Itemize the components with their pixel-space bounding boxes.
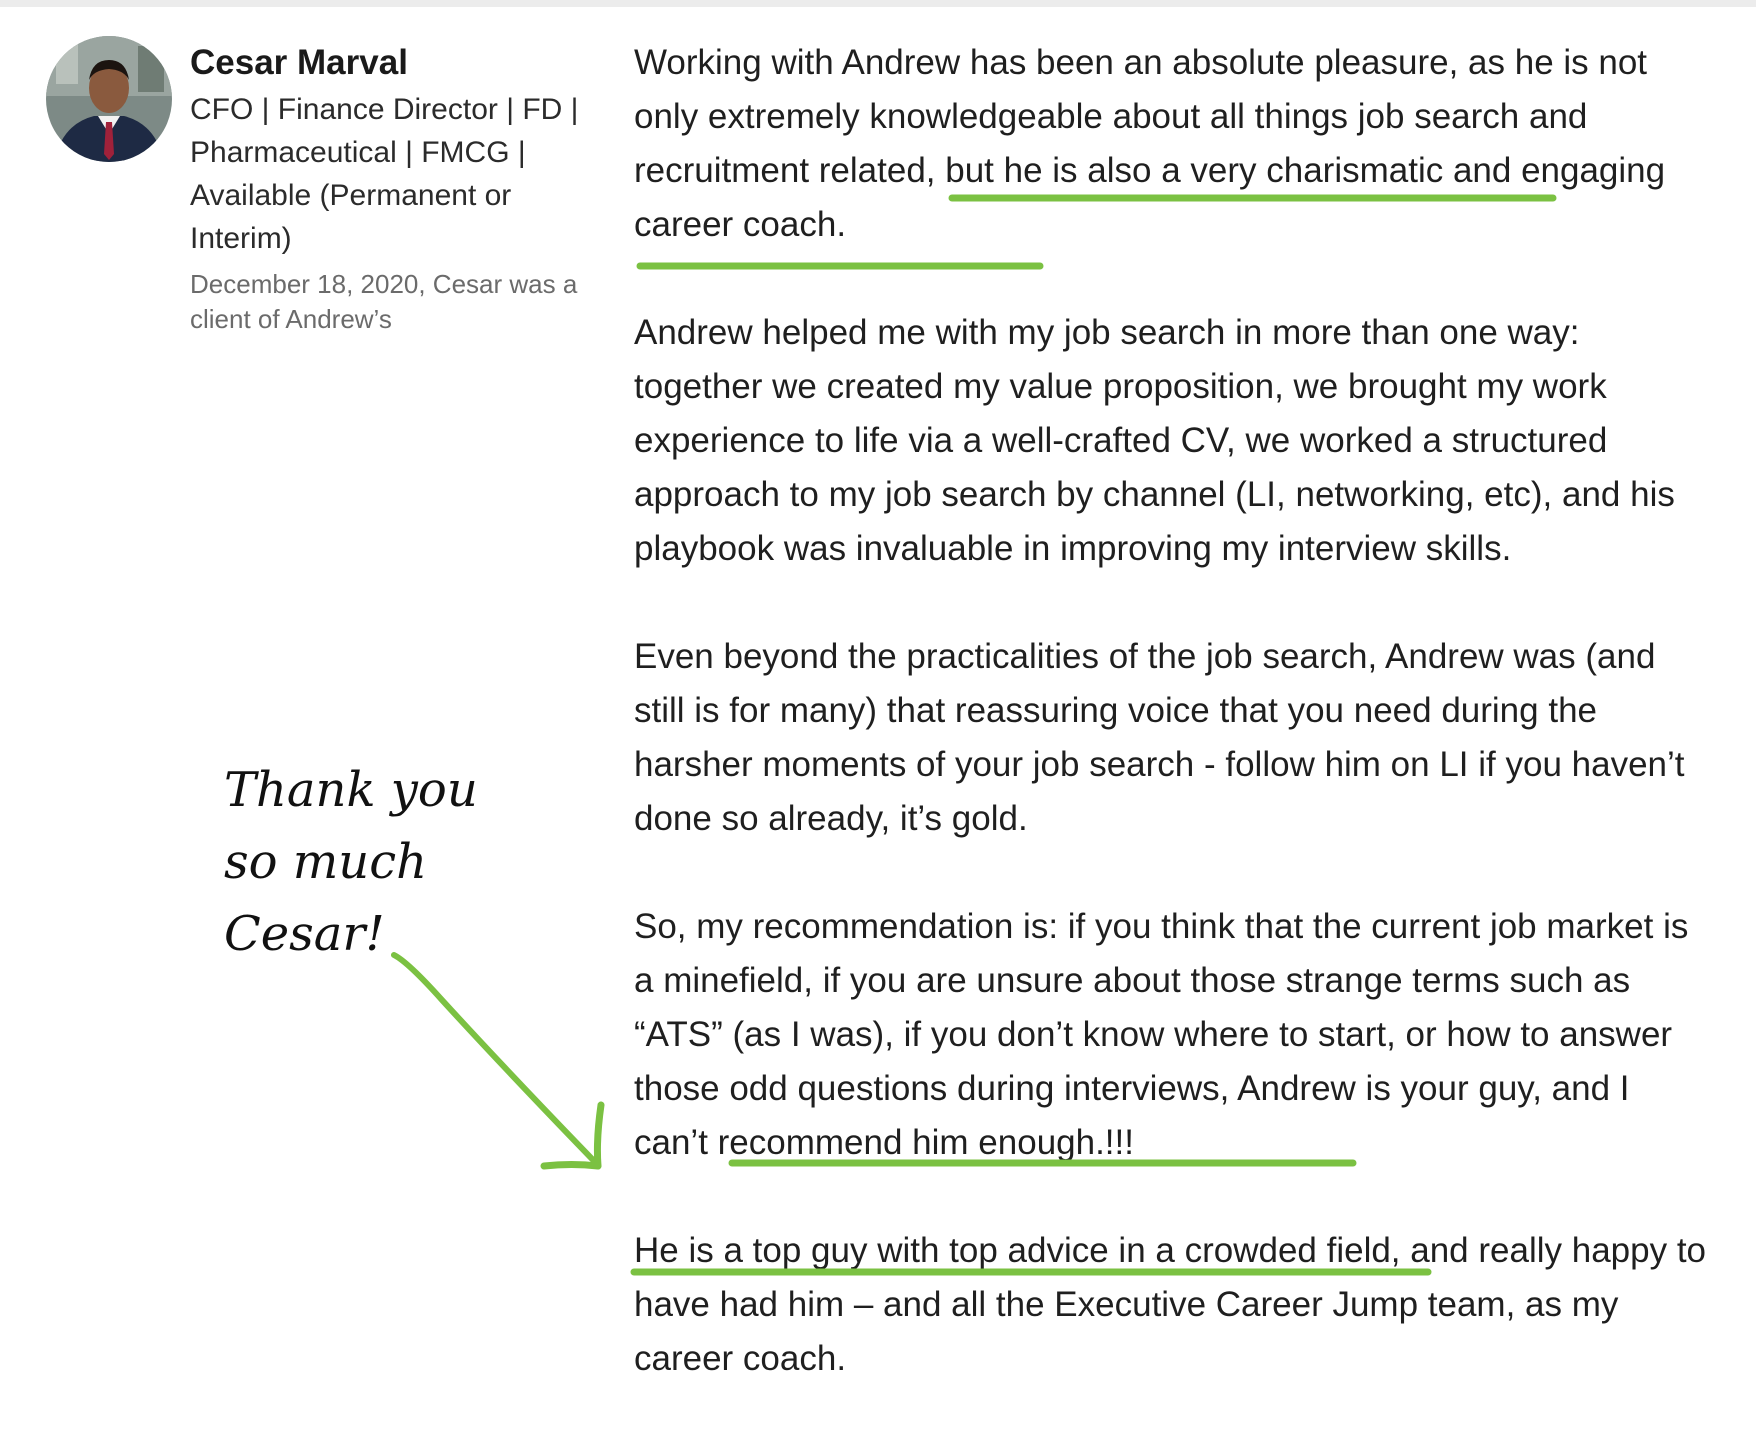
hand-drawn-arrow-icon (394, 955, 601, 1166)
recommender-headline: CFO | Finance Director | FD | Pharmaceutical | FMCG | Available (Permanent or Interim) (190, 93, 579, 255)
highlight-underlines (634, 198, 1553, 1272)
recommendation-paragraph: Working with Andrew has been an absolute pleasure, as he is not only extremely knowledgeable about all things job search and recruitment related, but he is also a very charismatic and engaging career coach. (634, 43, 1666, 244)
recommendation-paragraph: Even beyond the practicalities of the job search, Andrew was (and still is for many) that reassuring voice that you need during the harsher moments of your job search - follow him on LI if you haven’t done so already, it’s gold. (634, 637, 1685, 838)
recommender-name[interactable]: Cesar Marval (190, 43, 408, 82)
recommendation-meta: December 18, 2020, Cesar was a client of Andrew’s (190, 269, 578, 334)
recommendation-paragraph: He is a top guy with top advice in a crowded field, and really happy to have had him – and all the Executive Career Jump team, as my career coach. (634, 1231, 1707, 1378)
recommendation-paragraph: So, my recommendation is: if you think that the current job market is a minefield, if you are unsure about those strange terms such as “ATS” (as I was), if you don’t know where to start, or how to answer those odd questions during interviews, Andrew is your guy, and I can’t recommend him enough.!!! (634, 907, 1689, 1162)
handwritten-note: Thank you so much Cesar! (224, 762, 478, 962)
recommendation-paragraph: Andrew helped me with my job search in more than one way: together we created my value proposition, we brought my work experience to life via a well-crafted CV, we worked a structured approach to my job search by channel (LI, networking, etc), and his playbook was invaluable in improving my interview skills. (634, 313, 1675, 568)
